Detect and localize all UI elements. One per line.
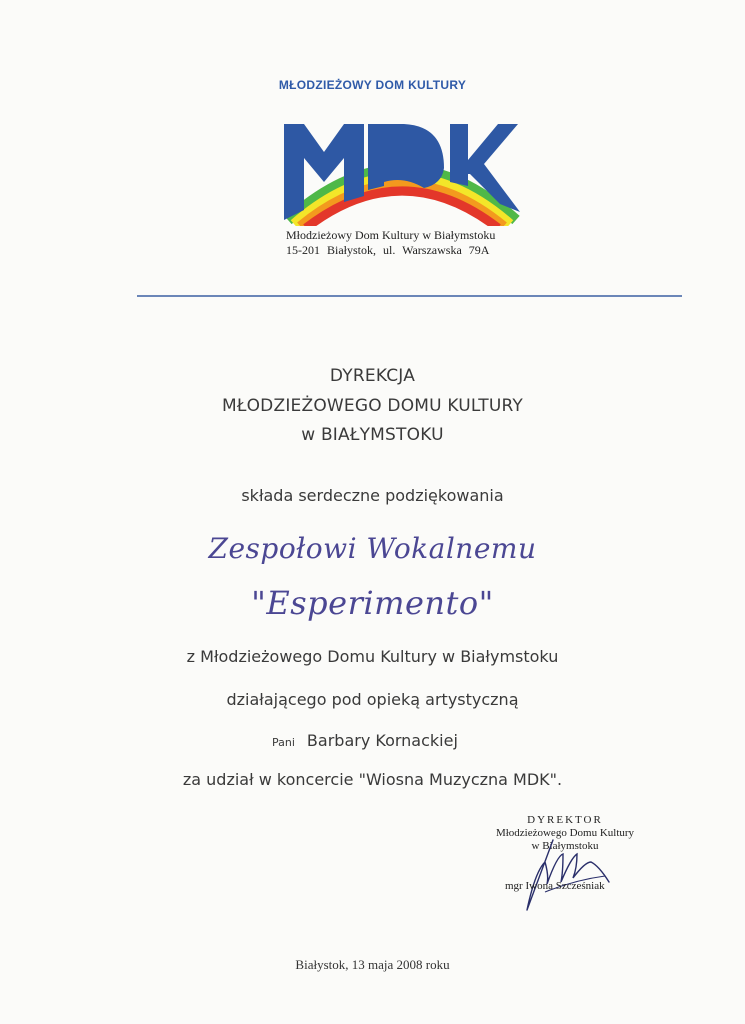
handwritten-signature xyxy=(505,832,615,914)
signer-name: mgr Iwona Szcześniak xyxy=(505,880,605,892)
mdk-logo xyxy=(284,124,520,226)
signature-role: DYREKTOR xyxy=(527,814,603,826)
from-line: z Młodzieżowego Domu Kultury w Białymstoku xyxy=(186,647,559,666)
recipient-line-1: Zespołowi Wokalnemu xyxy=(208,532,537,565)
issuer-line-1: DYREKCJA xyxy=(329,366,416,386)
signature-org-line-1: Młodzieżowego Domu Kultury xyxy=(495,827,635,839)
guardian-title: Pani xyxy=(272,736,295,749)
address-line-1: Młodzieżowy Dom Kultury w Białymstoku xyxy=(286,228,496,242)
issuer-line-2: MŁODZIEŻOWEGO DOMU KULTURY xyxy=(221,396,523,416)
recipient-line-2: "Esperimento" xyxy=(251,584,494,622)
org-address xyxy=(286,228,495,258)
guardian-line xyxy=(272,731,458,750)
issuer-line-3: w BIAŁYMSTOKU xyxy=(301,425,444,445)
org-name-heading: MŁODZIEŻOWY DOM KULTURY xyxy=(278,78,467,92)
care-line: działającego pod opieką artystyczną xyxy=(226,690,519,709)
issue-date: Białystok, 13 maja 2008 roku xyxy=(295,957,450,972)
thanks-line: składa serdeczne podziękowania xyxy=(241,486,504,505)
guardian-name: Barbary Kornackiej xyxy=(306,731,458,750)
address-line-2: 15-201 Białystok, ul. Warszawska 79A xyxy=(286,243,490,257)
reason-line: za udział w koncercie "Wiosna Muzyczna MDK". xyxy=(182,770,563,789)
header-divider xyxy=(137,295,682,297)
signature-org-line-2: w Białymstoku xyxy=(531,840,599,852)
